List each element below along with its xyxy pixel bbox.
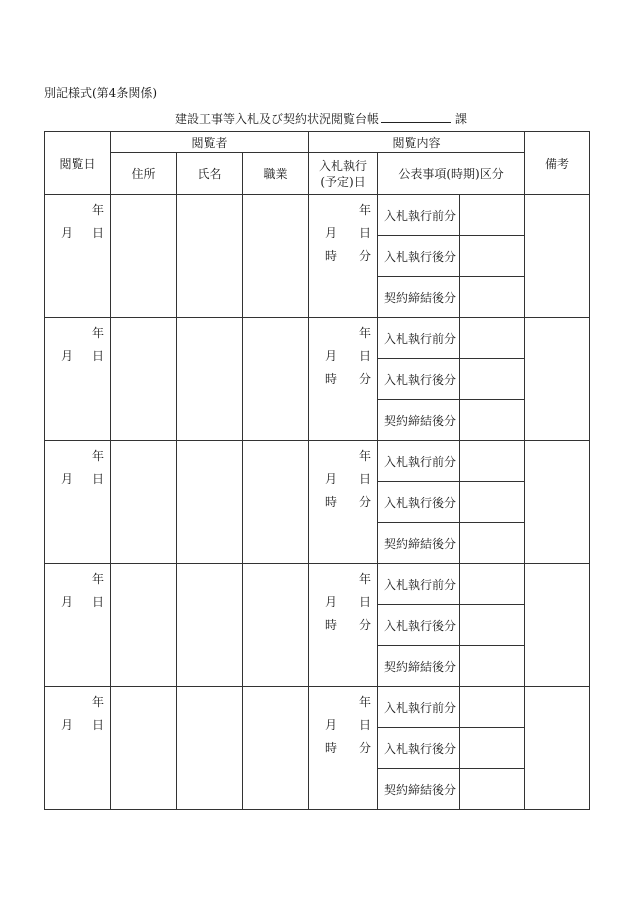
category-label: 入札執行後分 xyxy=(378,728,460,769)
unit-year: 年 xyxy=(359,695,372,709)
remarks-cell[interactable] xyxy=(525,441,590,564)
unit-hour: 時 xyxy=(325,249,338,263)
category-value-cell[interactable] xyxy=(460,605,525,646)
unit-minute: 分 xyxy=(359,372,372,386)
header-remarks: 備考 xyxy=(525,132,590,195)
address-cell[interactable] xyxy=(111,687,177,810)
unit-hour: 時 xyxy=(325,741,338,755)
unit-day: 日 xyxy=(359,718,372,732)
category-label: 入札執行前分 xyxy=(378,564,460,605)
unit-minute: 分 xyxy=(359,495,372,509)
category-value-cell[interactable] xyxy=(460,359,525,400)
category-value-cell[interactable] xyxy=(460,236,525,277)
view-date-cell[interactable] xyxy=(45,318,111,441)
header-name: 氏名 xyxy=(177,153,243,195)
unit-day: 日 xyxy=(359,226,372,240)
name-cell[interactable] xyxy=(177,195,243,318)
unit-hour: 時 xyxy=(325,618,338,632)
register-body xyxy=(45,195,590,810)
unit-minute: 分 xyxy=(359,249,372,263)
address-cell[interactable] xyxy=(111,564,177,687)
unit-month: 月 xyxy=(61,349,74,363)
category-label: 契約締結後分 xyxy=(378,277,460,318)
view-date-cell[interactable] xyxy=(45,564,111,687)
category-label: 契約締結後分 xyxy=(378,646,460,687)
category-label: 契約締結後分 xyxy=(378,769,460,810)
category-label: 入札執行後分 xyxy=(378,236,460,277)
bid-date-cell[interactable] xyxy=(309,687,378,810)
category-label: 入札執行後分 xyxy=(378,359,460,400)
unit-minute: 分 xyxy=(359,618,372,632)
occupation-cell[interactable] xyxy=(243,564,309,687)
category-label: 入札執行前分 xyxy=(378,441,460,482)
category-value-cell[interactable] xyxy=(460,646,525,687)
occupation-cell[interactable] xyxy=(243,687,309,810)
unit-day: 日 xyxy=(359,349,372,363)
unit-day: 日 xyxy=(359,472,372,486)
form-label: 別記様式(第4条関係) xyxy=(44,86,157,100)
header-content: 閲覧内容 xyxy=(309,132,525,153)
unit-year: 年 xyxy=(359,203,372,217)
view-date-cell[interactable] xyxy=(45,441,111,564)
header-viewer: 閲覧者 xyxy=(111,132,309,153)
remarks-cell[interactable] xyxy=(525,687,590,810)
unit-year: 年 xyxy=(91,203,104,217)
unit-hour: 時 xyxy=(325,372,338,386)
category-label: 契約締結後分 xyxy=(378,523,460,564)
unit-hour: 時 xyxy=(325,495,338,509)
bid-date-cell[interactable] xyxy=(309,195,378,318)
unit-month: 月 xyxy=(325,718,338,732)
occupation-cell[interactable] xyxy=(243,441,309,564)
occupation-cell[interactable] xyxy=(243,195,309,318)
category-value-cell[interactable] xyxy=(460,523,525,564)
unit-year: 年 xyxy=(91,449,104,463)
header-bid-date-line2: (予定)日 xyxy=(320,174,366,189)
header-address: 住所 xyxy=(111,153,177,195)
header-bid-date xyxy=(309,153,378,195)
unit-month: 月 xyxy=(325,349,338,363)
category-value-cell[interactable] xyxy=(460,277,525,318)
unit-year: 年 xyxy=(91,326,104,340)
unit-day: 日 xyxy=(91,595,104,609)
category-value-cell[interactable] xyxy=(460,318,525,359)
address-cell[interactable] xyxy=(111,318,177,441)
unit-year: 年 xyxy=(359,449,372,463)
category-value-cell[interactable] xyxy=(460,728,525,769)
title-suffix: 課 xyxy=(455,112,468,126)
remarks-cell[interactable] xyxy=(525,318,590,441)
category-label: 入札執行後分 xyxy=(378,482,460,523)
unit-month: 月 xyxy=(325,472,338,486)
bid-date-cell[interactable] xyxy=(309,318,378,441)
page-title xyxy=(175,110,467,127)
unit-year: 年 xyxy=(359,572,372,586)
register-table xyxy=(44,131,590,810)
category-label: 入札執行前分 xyxy=(378,318,460,359)
unit-day: 日 xyxy=(91,718,104,732)
name-cell[interactable] xyxy=(177,318,243,441)
unit-day: 日 xyxy=(91,349,104,363)
header-occupation: 職業 xyxy=(243,153,309,195)
unit-minute: 分 xyxy=(359,741,372,755)
remarks-cell[interactable] xyxy=(525,195,590,318)
category-label: 入札執行前分 xyxy=(378,687,460,728)
category-label: 契約締結後分 xyxy=(378,400,460,441)
unit-year: 年 xyxy=(91,572,104,586)
name-cell[interactable] xyxy=(177,441,243,564)
header-bid-date-line1: 入札執行 xyxy=(319,158,368,173)
address-cell[interactable] xyxy=(111,195,177,318)
category-label: 入札執行前分 xyxy=(378,195,460,236)
unit-month: 月 xyxy=(325,226,338,240)
unit-day: 日 xyxy=(91,472,104,486)
category-value-cell[interactable] xyxy=(460,687,525,728)
view-date-cell[interactable] xyxy=(45,195,111,318)
bid-date-cell[interactable] xyxy=(309,441,378,564)
title-text: 建設工事等入札及び契約状況閲覧台帳 xyxy=(175,112,380,126)
category-label: 入札執行後分 xyxy=(378,605,460,646)
unit-day: 日 xyxy=(91,226,104,240)
unit-month: 月 xyxy=(61,226,74,240)
category-value-cell[interactable] xyxy=(460,769,525,810)
category-value-cell[interactable] xyxy=(460,564,525,605)
unit-month: 月 xyxy=(61,472,74,486)
category-value-cell[interactable] xyxy=(460,441,525,482)
name-cell[interactable] xyxy=(177,687,243,810)
header-public-matters: 公表事項(時期)区分 xyxy=(378,153,525,195)
header-view-date: 閲覧日 xyxy=(45,132,111,195)
unit-year: 年 xyxy=(91,695,104,709)
address-cell[interactable] xyxy=(111,441,177,564)
unit-month: 月 xyxy=(61,718,74,732)
department-blank-field[interactable] xyxy=(381,110,451,123)
unit-month: 月 xyxy=(61,595,74,609)
occupation-cell[interactable] xyxy=(243,318,309,441)
bid-date-cell[interactable] xyxy=(309,564,378,687)
category-value-cell[interactable] xyxy=(460,195,525,236)
category-value-cell[interactable] xyxy=(460,400,525,441)
unit-day: 日 xyxy=(359,595,372,609)
remarks-cell[interactable] xyxy=(525,564,590,687)
name-cell[interactable] xyxy=(177,564,243,687)
view-date-cell[interactable] xyxy=(45,687,111,810)
category-value-cell[interactable] xyxy=(460,482,525,523)
unit-year: 年 xyxy=(359,326,372,340)
unit-month: 月 xyxy=(325,595,338,609)
